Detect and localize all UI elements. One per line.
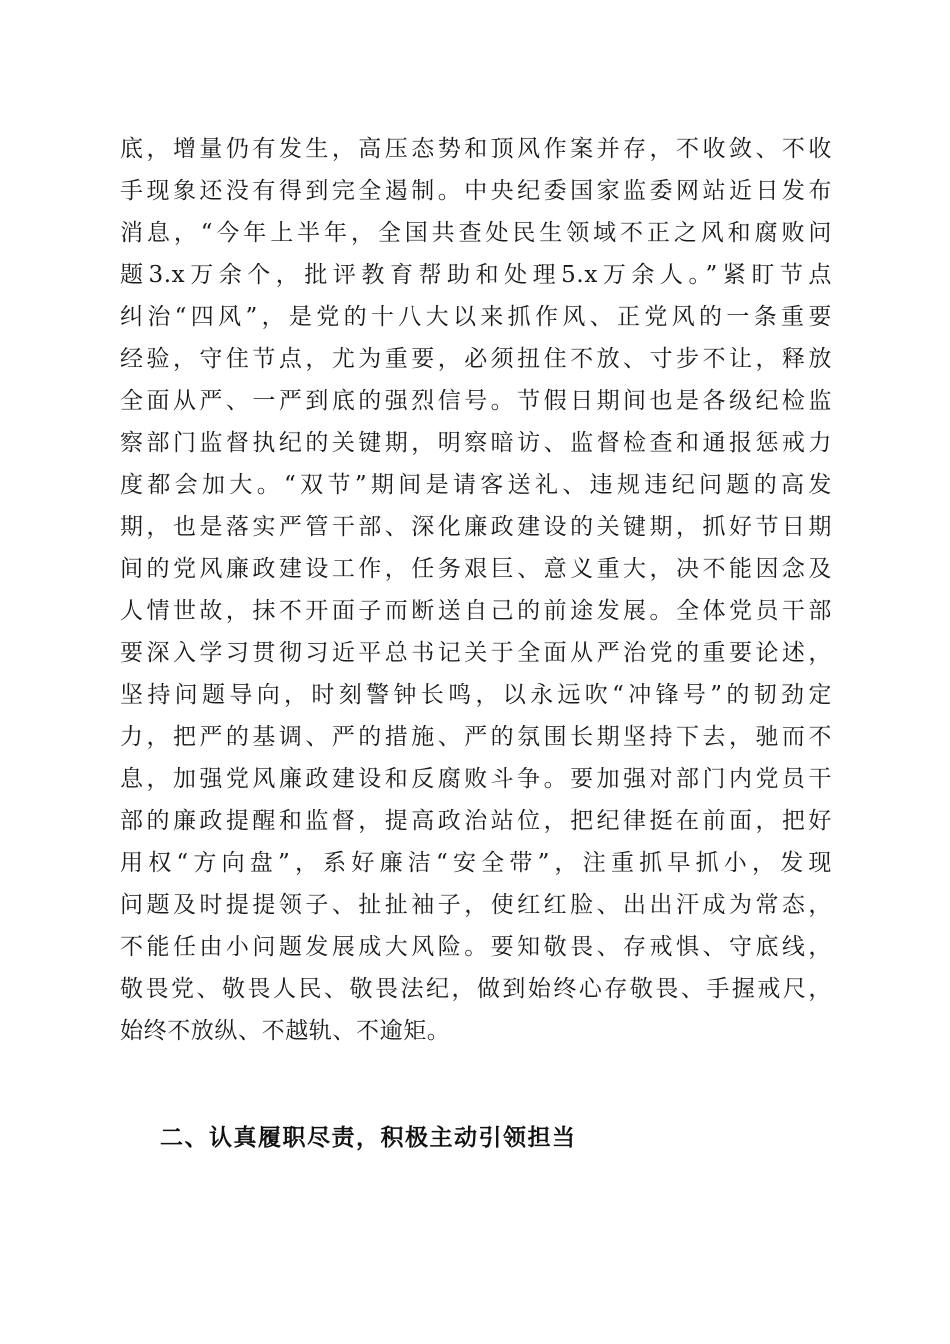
paragraph-line: 消息，“今年上半年，全国共查处民生领域不正之风和腐败问 <box>120 220 832 246</box>
paragraph-line: 部的廉政提醒和监督，提高政治站位，把纪律挺在前面，把好 <box>120 808 832 834</box>
paragraph-line-last: 始终不放纵、不越轨、不逾矩。 <box>120 1018 451 1044</box>
paragraph-line: 经验，守住节点，尤为重要，必须扭住不放、寸步不让，释放 <box>120 346 832 372</box>
paragraph-line: 底，增量仍有发生，高压态势和顶风作案并存，不收敛、不收 <box>120 136 832 162</box>
paragraph-line: 察部门监督执纪的关键期，明察暗访、监督检查和通报惩戒力 <box>120 430 832 456</box>
paragraph-line: 题3.x万余个，批评教育帮助和处理5.x万余人。”紧盯节点 <box>120 262 832 288</box>
body-paragraph <box>120 128 832 1052</box>
paragraph-line: 用权“方向盘”，系好廉洁“安全带”，注重抓早抓小，发现 <box>120 850 832 876</box>
paragraph-line: 息，加强党风廉政建设和反腐败斗争。要加强对部门内党员干 <box>120 766 832 792</box>
paragraph-line: 纠治“四风”，是党的十八大以来抓作风、正党风的一条重要 <box>120 304 832 330</box>
paragraph-line: 力，把严的基调、严的措施、严的氛围长期坚持下去，驰而不 <box>120 724 832 750</box>
paragraph-line: 坚持问题导向，时刻警钟长鸣，以永远吹“冲锋号”的韧劲定 <box>120 682 832 708</box>
paragraph-line: 间的党风廉政建设工作，任务艰巨、意义重大，决不能因念及 <box>120 556 832 582</box>
paragraph-line: 人情世故，抹不开面子而断送自己的前途发展。全体党员干部 <box>120 598 832 624</box>
paragraph-line: 手现象还没有得到完全遏制。中央纪委国家监委网站近日发布 <box>120 178 832 204</box>
paragraph-line: 度都会加大。“双节”期间是请客送礼、违规违纪问题的高发 <box>120 472 832 498</box>
paragraph-line: 敬畏党、敬畏人民、敬畏法纪，做到始终心存敬畏、手握戒尺， <box>120 976 832 1002</box>
paragraph-line: 要深入学习贯彻习近平总书记关于全面从严治党的重要论述， <box>120 640 832 666</box>
paragraph-line: 期，也是落实严管干部、深化廉政建设的关键期，抓好节日期 <box>120 514 832 540</box>
paragraph-line: 不能任由小问题发展成大风险。要知敬畏、存戒惧、守底线， <box>120 934 832 960</box>
section-heading: 二、认真履职尽责，积极主动引领担当 <box>160 1125 577 1151</box>
paragraph-line: 全面从严、一严到底的强烈信号。节假日期间也是各级纪检监 <box>120 388 832 414</box>
paragraph-line: 问题及时提提领子、扯扯袖子，使红红脸、出出汗成为常态， <box>120 892 832 918</box>
